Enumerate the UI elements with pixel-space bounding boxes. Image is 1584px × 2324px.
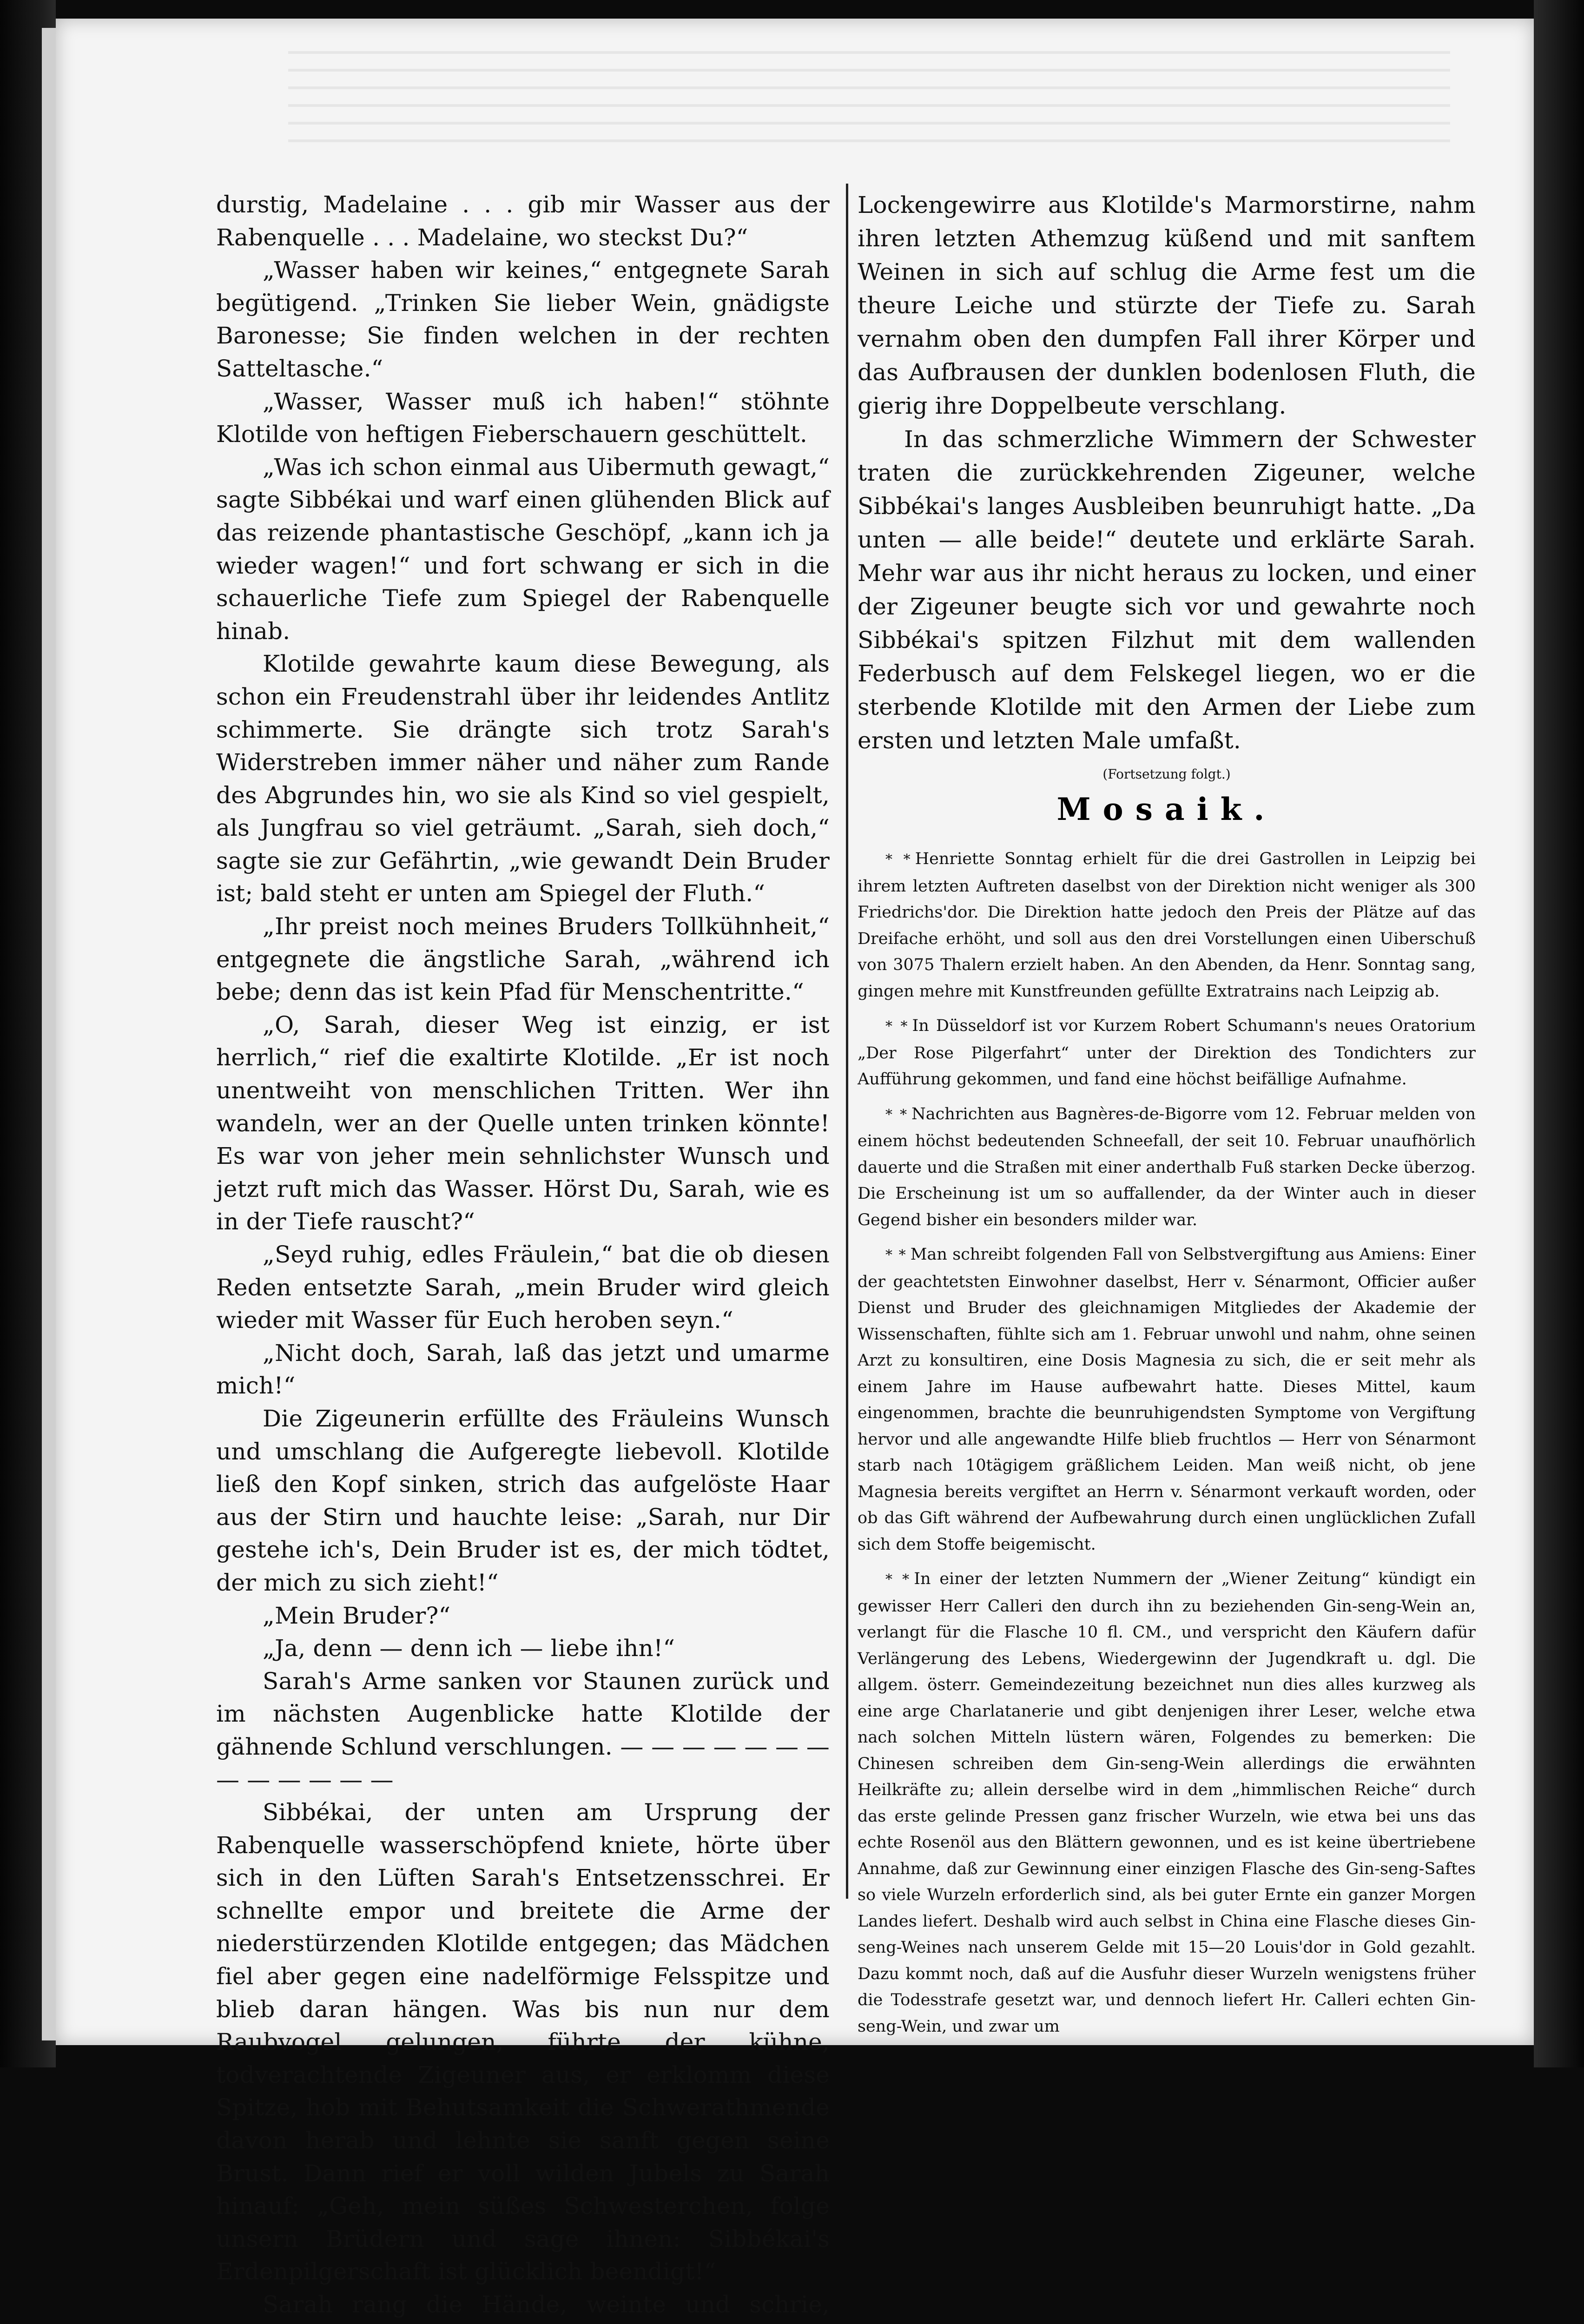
mosaik-item [858, 1241, 1476, 1558]
story-paragraph: „Was ich schon einmal aus Uibermuth gewagt,“ sagte Sibbékai und warf einen glühenden Blick auf das reizende phantastische Geschöpf, „kann ich ja wieder wagen!“ und fort schwang er sich in die schauerliche Tiefe zum Spiegel der Rabenquelle hinab. [216, 453, 830, 645]
story-paragraph: Lockengewirre aus Klotilde's Marmorstirne, nahm ihren letzten Athemzug küßend und mit sanftem Weinen in sich auf schlug die Arme fest um die theure Leiche und stürzte der Tiefe zu. Sarah vernahm oben den dumpfen Fall ihrer Körper und das Aufbrausen der dunklen bodenlosen Fluth, die gierig ihre Doppelbeute verschlang. [858, 191, 1476, 419]
story-paragraph: „Mein Bruder?“ [263, 1602, 451, 1629]
story-paragraph: durstig, Madelaine . . . gib mir Wasser aus der Rabenquelle . . . Madelaine, wo steckst Du?“ [216, 191, 830, 251]
asterism-mark: * * [885, 1571, 911, 1588]
story-paragraph: „Ihr preist noch meines Bruders Tollkühnheit,“ entgegnete die ängstliche Sarah, „während ich bebe; denn das ist kein Pfad für Menschentritte.“ [216, 913, 830, 1006]
asterism-mark: * * [885, 1106, 908, 1123]
story-paragraph: „Seyd ruhig, edles Fräulein,“ bat die ob diesen Reden entsetzte Sarah, „mein Bruder wird gleich wieder mit Wasser für Euch heroben seyn.“ [216, 1241, 830, 1334]
story-paragraph: Die Zigeunerin erfüllte des Fräuleins Wunsch und umschlang die Aufgeregte liebevoll. Klotilde ließ den Kopf sinken, strich das aufgelöste Haar aus der Stirn und hauchte leise: „Sarah, nur Dir gestehe ich's, Dein Bruder ist es, der mich tödtet, der mich zu sich zieht!“ [216, 1405, 830, 1596]
story-continuation [858, 188, 1476, 757]
mosaik-item [858, 1013, 1476, 1093]
mosaik-item-text: Nachrichten aus Bagnères-de-Bigorre vom 12. Februar melden von einem höchst bedeutenden Schneefall, der seit 10. Februar unaufhörlich dauerte und die Straßen mit einer anderthalb Fuß starken Decke überzog. Die Erscheinung ist um so auffallender, da der Winter auch in dieser Gegend bisher ein besonders milder war. [858, 1104, 1476, 1229]
asterism-mark: * * [885, 1018, 909, 1035]
story-paragraph: „Ja, denn — denn ich — liebe ihn!“ [263, 1635, 675, 1662]
asterism-mark: * * [885, 1247, 907, 1263]
mosaik-item-text: In einer der letzten Nummern der „Wiener Zeitung“ kündigt ein gewisser Herr Calleri den durch ihn zu beziehenden Gin-seng-Wein an, verlangt für die Flasche 10 fl. CM., und verspricht den Käufern dafür Verlängerung des Lebens, Wiedergewinn der Jugendkraft u. dgl. Die allgem. österr. Gemeindezeitung bezeichnet nun dies alles kurzweg als eine arge Charlatanerie und gibt denjenigen ihrer Leser, welche etwa nach solchen Mitteln lüstern wären, Folgendes zu bemerken: Die Chinesen schreiben dem Gin-seng-Wein allerdings die erwähnten Heilkräfte zu; allein derselbe wird in dem „himmlischen Reiche“ durch das erste gelinde Pressen ganz frischer Wurzeln, wie etwa bei uns das echte Rosenöl aus den Blättern gewonnen, und es ist keine übertriebene Annahme, daß zur Gewinnung einer einzigen Flasche des Gin-seng-Saftes so viele Wurzeln erforderlich sind, als bei guter Ernte ein ganzer Morgen Landes liefert. Deshalb wird auch selbst in China eine Flasche dieses Gin-seng-Weines nach unserem Gelde mit 15—20 Louis'dor in Gold gezahlt. Dazu kommt noch, daß auf die Ausfuhr dieser Wurzeln wenigstens früher die Todesstrafe gesetzt war, und dennoch liefert Hr. Calleri echten Gin-seng-Wein, und zwar um [858, 1570, 1476, 2036]
story-paragraph: Sarah's Arme sanken vor Staunen zurück und im nächsten Augenblicke hatte Klotilde der gähnende Schlund verschlungen. — — — — — — — — — — — — — [216, 1667, 830, 1793]
story-paragraph: „Wasser, Wasser muß ich haben!“ stöhnte Klotilde von heftigen Fieberschauern geschüttelt. [216, 388, 830, 448]
story-paragraph: Klotilde gewahrte kaum diese Bewegung, als schon ein Freudenstrahl über ihr leidendes Antlitz schimmerte. Sie drängte sich trotz Sarah's Widerstreben immer näher und näher zum Rande des Abgrundes hin, wo sie als Kind so viel gespielt, als Jungfrau so viel geträumt. „Sarah, sieh doch,“ sagte sie zur Gefährtin, „wie gewandt Dein Bruder ist; bald steht er unten am Spiegel der Fluth.“ [216, 650, 830, 907]
story-paragraph: „Nicht doch, Sarah, laß das jetzt und umarme mich!“ [216, 1339, 830, 1400]
continuation-note: (Fortsetzung folgt.) [1102, 766, 1231, 782]
story-paragraph: In das schmerzliche Wimmern der Schwester traten die zurückkehrenden Zigeuner, welche Sibbékai's langes Ausbleiben beunruhigt hatte. „Da unten — alle beide!“ deutete und erklärte Sarah. Mehr war aus ihr nicht heraus zu locken, und einer der Zigeuner beugte sich vor und gewahrte noch Sibbékai's spitzen Filzhut mit dem wallenden Federbusch auf dem Felskegel liegen, wo er die sterbende Klotilde mit den Armen der Liebe zum ersten und letzten Male umfaßt. [858, 426, 1476, 754]
mosaik-item-text: In Düsseldorf ist vor Kurzem Robert Schumann's neues Oratorium „Der Rose Pilgerfahrt“ unter der Direktion des Tondichters zur Aufführung gekommen, und fand eine höchst beifällige Aufnahme. [858, 1017, 1476, 1089]
story-paragraph: Sarah rang die Hände, weinte und schrie, [263, 2291, 830, 2318]
scan-edge-right [1534, 0, 1584, 2067]
story-paragraph: Sibbékai, der unten am Ursprung der Rabenquelle wasserschöpfend kniete, hörte über sich in den Lüften Sarah's Entsetzensschrei. Er schnellte empor und breitete die Arme der niederstürzenden Klotilde entgegen; das Mädchen fiel aber gegen eine nadelförmige Felsspitze und blieb daran hängen. Was bis nun nur dem Raubvogel gelungen, führte der kühne, todverachtende Zigeuner aus, er erklomm diese Spitze, hob mit Behutsamkeit die Schwerathmende davon herab und lehnte sie sanft gegen seine Brust. Dann rief er voll wilden Jubels zu Sarah hinauf: „Geh, mein süßes Schwesterchen, folge unsern Brüdern und sage ihnen: Sibbékai's Erdenpilgerschaft ist glücklich beendigt!“ [216, 1799, 830, 2285]
mosaik-item [858, 846, 1476, 1004]
column-divider [846, 184, 848, 1899]
right-column [858, 188, 1476, 2048]
left-column [216, 188, 830, 2324]
mosaik-item [858, 1101, 1476, 1234]
story-paragraph: „Wasser haben wir keines,“ entgegnete Sarah begütigend. „Trinken Sie lieber Wein, gnädigste Baronesse; Sie finden welchen in der rechten Satteltasche.“ [216, 257, 830, 382]
asterism-mark: * * [885, 852, 911, 868]
section-title: Mosaik. [1056, 791, 1277, 827]
show-through-bleed [288, 51, 1450, 153]
mosaik-item-text: Henriette Sonntag erhielt für die drei Gastrollen in Leipzig bei ihrem letzten Auftreten daselbst von der Direktion nicht weniger als 300 Friedrichs'dor. Die Direktion hatte jedoch den Preis der Plätze auf das Dreifache erhöht, und soll aus den drei Vorstellungen einen Uiberschuß von 3075 Thalern erzielt haben. An den Abenden, da Henr. Sonntag sang, gingen mehre mit Kunstfreunden gefüllte Extratrains nach Leipzig ab. [858, 850, 1476, 1001]
mosaik-item-text: Man schreibt folgenden Fall von Selbstvergiftung aus Amiens: Einer der geachtetsten Einwohner daselbst, Herr v. Sénarmont, Officier außer Dienst und Bruder des gleichnamigen Mitgliedes der Akademie der Wissenschaften, fühlte sich am 1. Februar unwohl und nahm, ohne seinen Arzt zu konsultiren, eine Dosis Magnesia zu sich, die er seit mehr als einem Jahre im Hause aufbewahrt hatte. Dieses Mittel, kaum eingenommen, brachte die beunruhigendsten Symptome von Vergiftung hervor und alle angewandte Hilfe blieb fruchtlos — Herr von Sénarmont starb nach 10tägigem gräßlichem Leiden. Man weiß nicht, ob jene Magnesia bereits vergiftet an Herrn v. Sénarmont verkauft worden, oder ob das Gift während der Aufbewahrung durch einen unglücklichen Zufall sich dem Stoffe beigemischt. [858, 1245, 1476, 1554]
story-paragraph: „O, Sarah, dieser Weg ist einzig, er ist herrlich,“ rief die exaltirte Klotilde. „Er ist noch unentweiht von menschlichen Tritten. Wer ihn wandeln, wer an der Quelle unten trinken könnte! Es war von jeher mein sehnlichster Wunsch und jetzt ruft mich das Wasser. Hörst Du, Sarah, wie es in der Tiefe rauscht?“ [216, 1011, 830, 1235]
mosaik-item [858, 1566, 1476, 2040]
